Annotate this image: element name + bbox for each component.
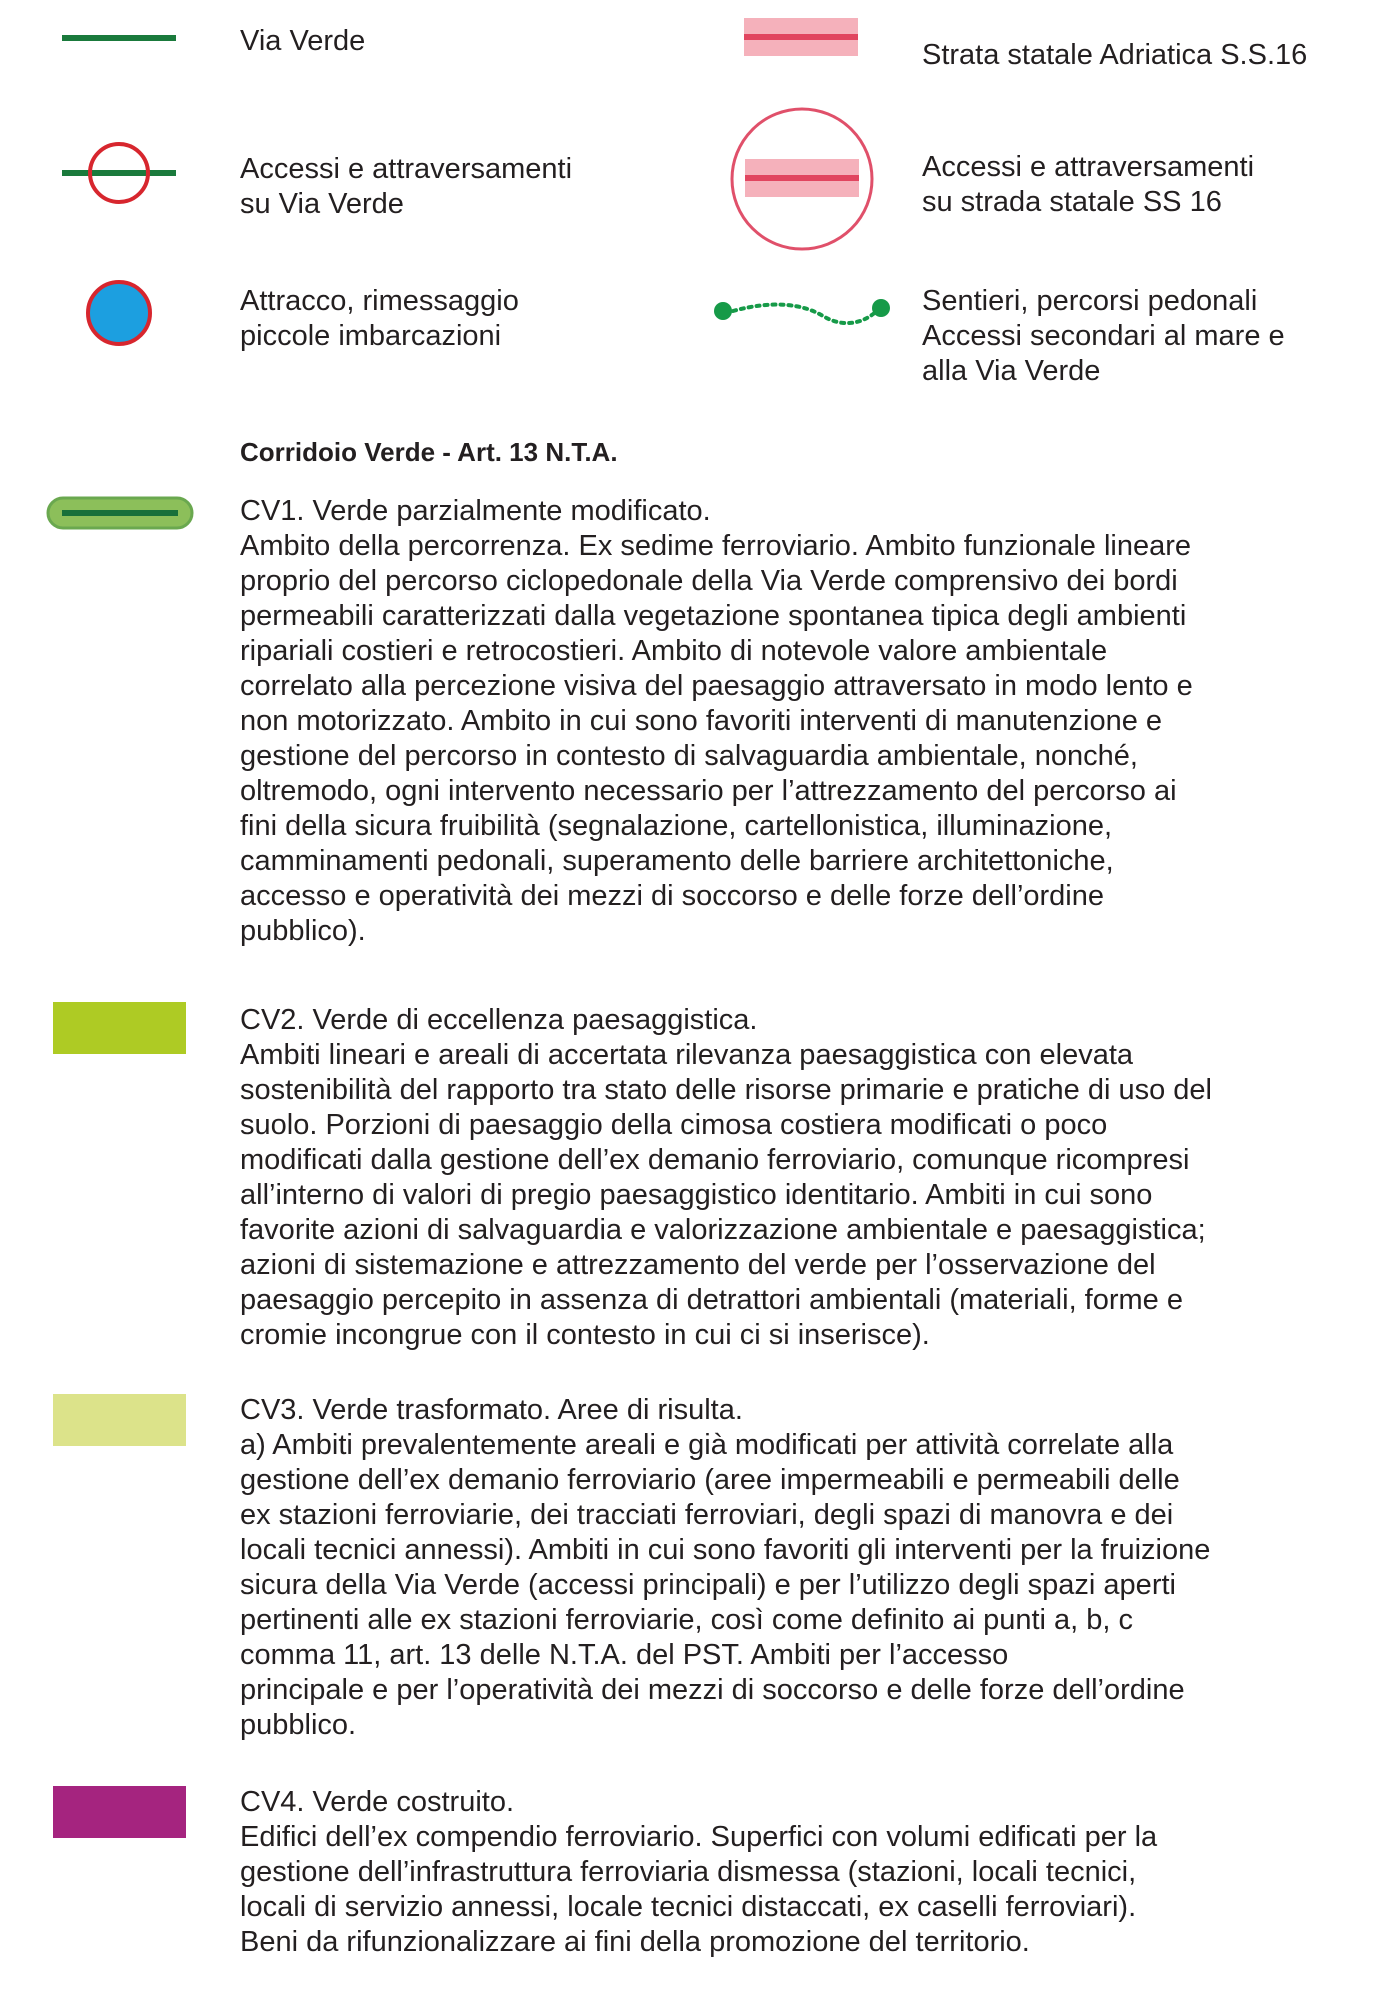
via-verde-label: Via Verde [240,25,366,57]
cv1-text [240,494,1193,949]
cv4-text [240,1785,1157,1960]
cv2-body: Ambiti lineari e areali di accertata rilevanza paesaggistica con elevata sostenibilità del rapporto tra stato delle risorse primarie e pratiche di uso del suolo. Porzioni di paesaggio della cimosa costiera modificati o poco modificati dalla gestione dell’ex demanio ferroviario, comunque ricompresi all’interno di valori di pregio paesaggistico identitario. Ambiti in cui sono favorite azioni di salvaguardia e valorizzazione ambientale e paesaggistica; azioni di sistemazione e attrezzamento del verde per l’osservazione del paesaggio percepito in assenza di detrattori ambientali (materiali, forme e cromie incongrue con il contesto in cui ci si inserisce). [240,1039,1212,1351]
berth-symbol [84,278,154,348]
cv2-text [240,1003,1212,1353]
ss16-access-label: Accessi e attraversamenti su strada statale SS 16 [922,151,1255,218]
footpath-symbol [713,290,893,340]
cv3-swatch [53,1394,186,1446]
cv1-body: Ambito della percorrenza. Ex sedime ferroviario. Ambito funzionale lineare proprio del percorso ciclopedonale della Via Verde comprensivo dei bordi permeabili caratterizzati dalla vegetazione spontanea tipica degli ambienti ripariali costieri e retrocostieri. Ambito di notevole valore ambientale correlato alla percezione visiva del paesaggio attraversato in modo lento e non motorizzato. Ambito in cui sono favoriti interventi di manutenzione e gestione del percorso in contesto di salvaguardia ambientale, nonché, oltremodo, ogni intervento necessario per l’attrezzamento del percorso ai fini della sicura fruibilità (segnalazione, cartellonistica, illuminazione, camminamenti pedonali, superamento delle barriere architettoniche, accesso e operatività dei mezzi di soccorso e delle forze dell’ordine pubblico). [240,530,1193,947]
via-verde-access-label: Accessi e attraversamenti su Via Verde [240,153,573,220]
cv4-title: CV4. Verde costruito. [240,1786,515,1818]
cv3-title: CV3. Verde trasformato. Aree di risulta. [240,1394,743,1426]
cv3-text [240,1393,1210,1743]
cv1-swatch [46,496,194,530]
ss16-label: Strata statale Adriatica S.S.16 [922,39,1308,71]
ss16-symbol [744,18,858,56]
cv4-body: Edifici dell’ex compendio ferroviario. Superfici con volumi edificati per la gestione dell’infrastruttura ferroviaria dismessa (stazioni, locali tecnici, locali di servizio annessi, locale tecnici distaccati, ex caselli ferroviari). Beni da rifunzionalizzare ai fini della promozione del territorio. [240,1821,1158,1958]
via-verde-access-symbol [62,141,176,205]
footpath-label: Sentieri, percorsi pedonali Accessi secondari al mare e alla Via Verde [922,285,1285,387]
berth-label: Attracco, rimessaggio piccole imbarcazioni [240,285,519,352]
cv4-swatch [53,1786,186,1838]
cv2-swatch [53,1002,186,1054]
cv3-body: a) Ambiti prevalentemente areali e già modificati per attività correlate alla gestione dell’ex demanio ferroviario (aree impermeabili e permeabili delle ex stazioni ferroviarie, dei tracciati ferroviari, degli spazi di manovra e dei locali tecnici annessi). Ambiti in cui sono favoriti gli interventi per la fruizione sicura della Via Verde (accessi principali) e per l’utilizzo degli spazi aperti pertinenti alle ex stazioni ferroviarie, così come definito ai punti a, b, c comma 11, art. 13 delle N.T.A. del PST. Ambiti per l’accesso principale e per l’operatività dei mezzi di soccorso e delle forze dell’ordine pubblico. [240,1429,1211,1741]
cv2-title: CV2. Verde di eccellenza paesaggistica. [240,1004,758,1036]
via-verde-symbol [62,32,176,44]
cv1-title: CV1. Verde parzialmente modificato. [240,495,711,527]
section-title: Corridoio Verde - Art. 13 N.T.A. [240,437,618,467]
ss16-access-symbol [729,106,875,252]
